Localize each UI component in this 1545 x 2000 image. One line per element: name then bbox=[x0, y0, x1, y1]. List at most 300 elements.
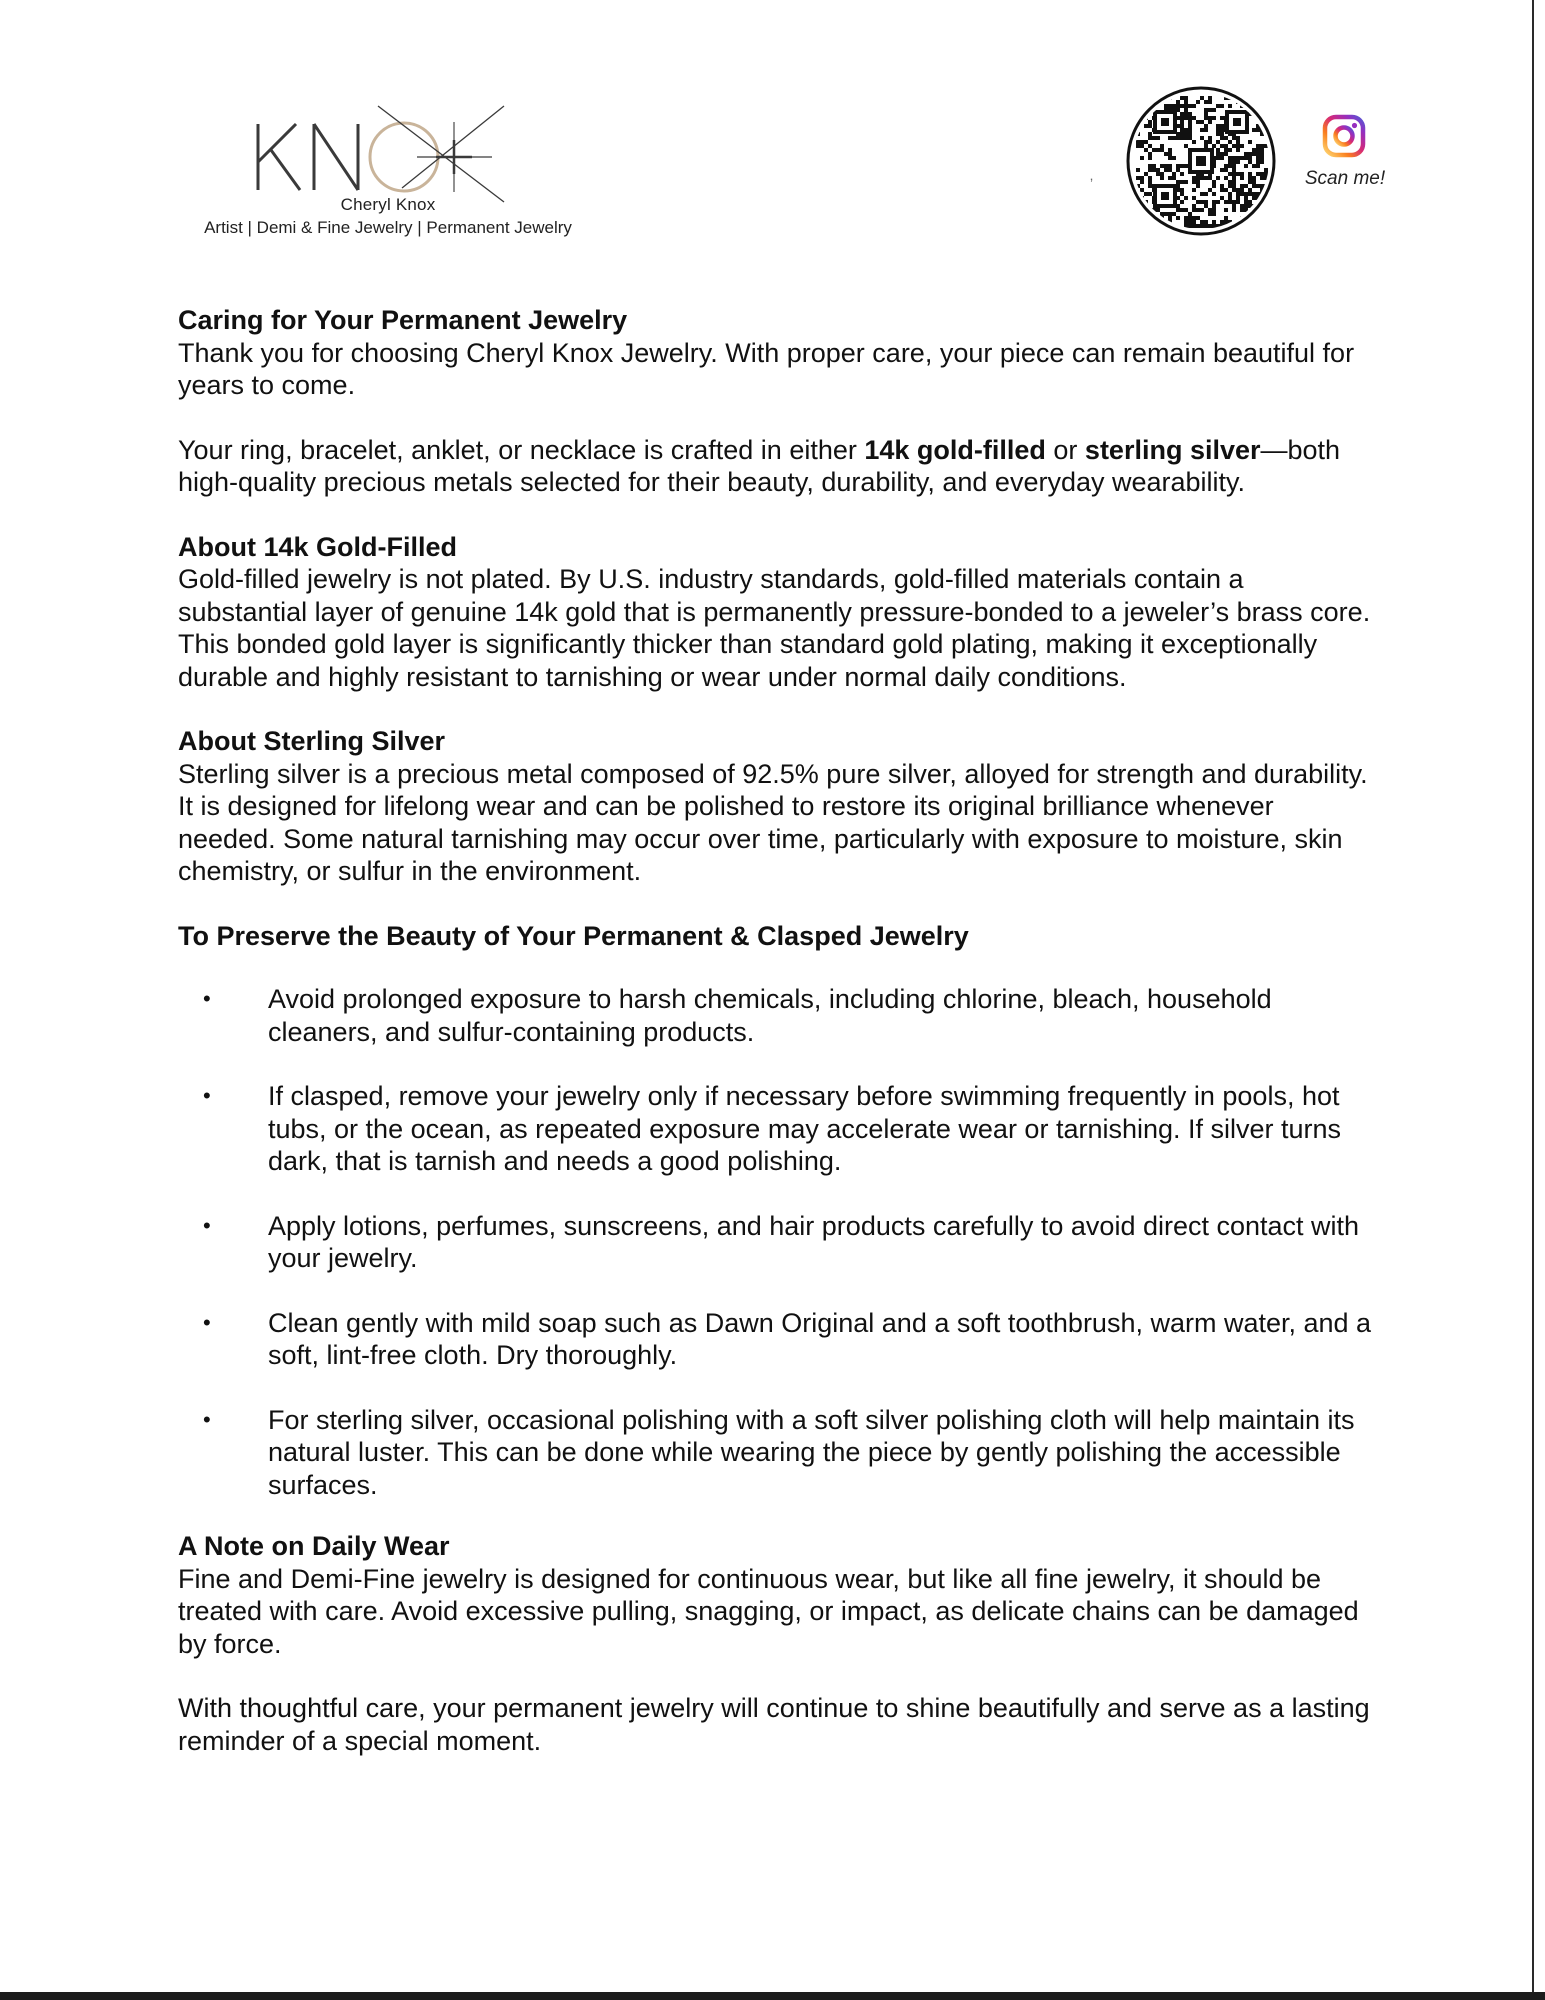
document-body bbox=[178, 304, 1378, 1757]
qr-module bbox=[1212, 180, 1216, 184]
qr-module bbox=[1224, 220, 1228, 224]
qr-module bbox=[1248, 152, 1252, 156]
qr-module bbox=[1200, 128, 1204, 132]
qr-module bbox=[1156, 208, 1160, 212]
closing-paragraph: With thoughtful care, your permanent jewelry will continue to shine beautifully and serve as a lasting reminder of a special moment. bbox=[178, 1693, 1370, 1756]
qr-module bbox=[1140, 180, 1144, 184]
qr-module bbox=[1204, 220, 1208, 224]
qr-module bbox=[1204, 100, 1208, 104]
qr-module bbox=[1212, 192, 1216, 196]
qr-module bbox=[1192, 220, 1196, 224]
qr-module bbox=[1208, 140, 1212, 144]
qr-module bbox=[1160, 176, 1164, 180]
qr-module bbox=[1136, 144, 1140, 148]
preserve-section-heading: To Preserve the Beauty of Your Permanent & Clasped Jewelry bbox=[178, 920, 969, 951]
qr-module bbox=[1208, 120, 1212, 124]
qr-module bbox=[1180, 180, 1184, 184]
qr-module bbox=[1248, 200, 1252, 204]
qr-module bbox=[1160, 144, 1164, 148]
qr-module bbox=[1180, 128, 1184, 132]
qr-module bbox=[1264, 172, 1268, 176]
qr-module bbox=[1148, 120, 1152, 124]
qr-module bbox=[1188, 216, 1192, 220]
qr-module bbox=[1208, 116, 1212, 120]
qr-module bbox=[1220, 144, 1224, 148]
qr-module bbox=[1208, 208, 1212, 212]
qr-module bbox=[1216, 156, 1220, 160]
qr-module bbox=[1264, 216, 1268, 220]
qr-module bbox=[1232, 164, 1236, 168]
qr-module bbox=[1240, 144, 1244, 148]
knox-logo-mark bbox=[252, 100, 502, 210]
qr-module bbox=[1220, 168, 1224, 172]
qr-module bbox=[1172, 212, 1176, 216]
qr-module bbox=[1196, 180, 1200, 184]
qr-module bbox=[1180, 132, 1184, 136]
qr-module bbox=[1204, 108, 1208, 112]
qr-module bbox=[1168, 148, 1172, 152]
qr-module bbox=[1168, 164, 1172, 168]
qr-module bbox=[1220, 104, 1224, 108]
qr-module bbox=[1260, 184, 1264, 188]
qr-module bbox=[1252, 148, 1256, 152]
qr-module bbox=[1228, 180, 1232, 184]
qr-module bbox=[1264, 112, 1268, 116]
qr-module bbox=[1208, 176, 1212, 180]
qr-module bbox=[1224, 200, 1228, 204]
qr-module bbox=[1192, 176, 1196, 180]
qr-module bbox=[1256, 172, 1260, 176]
qr-module bbox=[1156, 172, 1160, 176]
qr-module bbox=[1248, 156, 1252, 160]
qr-module bbox=[1232, 160, 1236, 164]
qr-module bbox=[1212, 208, 1216, 212]
qr-module bbox=[1196, 224, 1200, 228]
qr-module bbox=[1240, 188, 1244, 192]
qr-module bbox=[1192, 140, 1196, 144]
list-item-text: If clasped, remove your jewelry only if necessary before swimming frequently in pools, hot tubs, or the ocean, as repeated exposure may accelerate wear or tarnishing. If silver turns dark, that is tarnish and needs a good polishing. bbox=[268, 1081, 1342, 1176]
qr-module bbox=[1148, 100, 1152, 104]
qr-module bbox=[1180, 192, 1184, 196]
sterling-silver-emphasis: sterling silver bbox=[1084, 434, 1261, 465]
qr-module bbox=[1232, 204, 1236, 208]
qr-module bbox=[1264, 200, 1268, 204]
gold-section-heading: About 14k Gold-Filled bbox=[178, 531, 458, 562]
qr-module bbox=[1244, 184, 1248, 188]
qr-module bbox=[1204, 140, 1208, 144]
scan-me-label: Scan me! bbox=[1304, 168, 1386, 189]
qr-module bbox=[1212, 184, 1216, 188]
qr-module bbox=[1156, 168, 1160, 172]
qr-module bbox=[1208, 100, 1212, 104]
qr-module bbox=[1180, 120, 1184, 124]
qr-module bbox=[1176, 168, 1180, 172]
list-item bbox=[178, 983, 1378, 1048]
qr-module bbox=[1180, 208, 1184, 212]
qr-module bbox=[1192, 180, 1196, 184]
qr-module bbox=[1176, 208, 1180, 212]
qr-module bbox=[1188, 224, 1192, 228]
qr-module bbox=[1220, 128, 1224, 132]
qr-module bbox=[1136, 208, 1140, 212]
qr-module bbox=[1204, 124, 1208, 128]
qr-module bbox=[1184, 144, 1188, 148]
qr-module bbox=[1220, 132, 1224, 136]
qr-module bbox=[1216, 200, 1220, 204]
qr-module bbox=[1256, 144, 1260, 148]
stray-mark: ʼ bbox=[1090, 176, 1094, 192]
qr-module bbox=[1164, 168, 1168, 172]
qr-module bbox=[1184, 132, 1188, 136]
qr-module bbox=[1260, 156, 1264, 160]
page-bottom-border bbox=[0, 1992, 1545, 2000]
qr-module bbox=[1224, 176, 1228, 180]
qr-module bbox=[1244, 192, 1248, 196]
qr-module bbox=[1236, 144, 1240, 148]
qr-module bbox=[1240, 208, 1244, 212]
qr-module bbox=[1148, 216, 1152, 220]
qr-module bbox=[1236, 188, 1240, 192]
qr-module bbox=[1248, 192, 1252, 196]
qr-module bbox=[1216, 140, 1220, 144]
bullet-icon: • bbox=[203, 1212, 211, 1238]
qr-module bbox=[1244, 156, 1248, 160]
qr-module bbox=[1184, 96, 1188, 100]
qr-module bbox=[1248, 172, 1252, 176]
qr-module bbox=[1228, 140, 1232, 144]
silver-section-heading: About Sterling Silver bbox=[178, 726, 446, 756]
qr-module bbox=[1164, 104, 1168, 108]
qr-module bbox=[1252, 184, 1256, 188]
qr-module bbox=[1180, 172, 1184, 176]
qr-module bbox=[1200, 200, 1204, 204]
qr-module bbox=[1188, 116, 1192, 120]
qr-module bbox=[1232, 180, 1236, 184]
care-tips-list bbox=[178, 983, 1378, 1501]
qr-module bbox=[1176, 104, 1180, 108]
qr-module bbox=[1172, 156, 1176, 160]
qr-module bbox=[1188, 128, 1192, 132]
qr-module bbox=[1256, 156, 1260, 160]
qr-module bbox=[1212, 212, 1216, 216]
qr-module bbox=[1252, 224, 1256, 228]
list-item-text: Apply lotions, perfumes, sunscreens, and hair products carefully to avoid direct contact with your jewelry. bbox=[268, 1210, 1360, 1273]
qr-module bbox=[1220, 116, 1224, 120]
qr-module bbox=[1184, 116, 1188, 120]
qr-module bbox=[1148, 152, 1152, 156]
qr-module bbox=[1248, 224, 1252, 228]
qr-module bbox=[1264, 204, 1268, 208]
qr-module bbox=[1152, 224, 1156, 228]
qr-module bbox=[1248, 220, 1252, 224]
qr-module bbox=[1172, 104, 1176, 108]
qr-module bbox=[1136, 216, 1140, 220]
qr-module bbox=[1240, 172, 1244, 176]
qr-module bbox=[1216, 104, 1220, 108]
qr-module bbox=[1224, 188, 1228, 192]
qr-module bbox=[1224, 208, 1228, 212]
qr-module bbox=[1260, 208, 1264, 212]
document-title: Caring for Your Permanent Jewelry bbox=[178, 305, 628, 335]
qr-module bbox=[1152, 136, 1156, 140]
qr-module bbox=[1164, 164, 1168, 168]
qr-module bbox=[1192, 204, 1196, 208]
qr-module bbox=[1200, 96, 1204, 100]
qr-module bbox=[1252, 176, 1256, 180]
qr-module bbox=[1160, 172, 1164, 176]
qr-module bbox=[1256, 96, 1260, 100]
qr-module bbox=[1228, 160, 1232, 164]
materials-text-after: —both high-quality precious metals selected for their beauty, durability, and everyday wearability. bbox=[178, 434, 1341, 497]
qr-module bbox=[1168, 212, 1172, 216]
qr-module bbox=[1192, 216, 1196, 220]
qr-module bbox=[1224, 216, 1228, 220]
qr-module bbox=[1148, 168, 1152, 172]
qr-module bbox=[1204, 176, 1208, 180]
qr-module bbox=[1236, 172, 1240, 176]
qr-module bbox=[1148, 192, 1152, 196]
qr-module bbox=[1236, 200, 1240, 204]
qr-code-icon[interactable] bbox=[1126, 86, 1276, 236]
qr-module bbox=[1204, 144, 1208, 148]
qr-module bbox=[1188, 112, 1192, 116]
qr-module bbox=[1140, 188, 1144, 192]
qr-module bbox=[1224, 136, 1228, 140]
qr-module bbox=[1140, 176, 1144, 180]
qr-module bbox=[1248, 140, 1252, 144]
qr-module bbox=[1220, 156, 1224, 160]
qr-module bbox=[1180, 104, 1184, 108]
qr-module bbox=[1188, 136, 1192, 140]
qr-module bbox=[1228, 192, 1232, 196]
qr-module bbox=[1196, 120, 1200, 124]
qr-module bbox=[1140, 96, 1144, 100]
qr-module bbox=[1236, 136, 1240, 140]
bullet-icon: • bbox=[203, 1083, 211, 1108]
qr-module bbox=[1228, 148, 1232, 152]
qr-module bbox=[1236, 140, 1240, 144]
qr-module bbox=[1252, 196, 1256, 200]
qr-module bbox=[1256, 160, 1260, 164]
qr-module bbox=[1264, 220, 1268, 224]
qr-module bbox=[1148, 124, 1152, 128]
qr-module bbox=[1232, 172, 1236, 176]
qr-module bbox=[1188, 212, 1192, 216]
qr-module bbox=[1220, 188, 1224, 192]
qr-module bbox=[1144, 124, 1148, 128]
qr-module bbox=[1136, 112, 1140, 116]
qr-module bbox=[1184, 164, 1188, 168]
qr-module bbox=[1244, 196, 1248, 200]
qr-module bbox=[1216, 128, 1220, 132]
qr-module bbox=[1140, 140, 1144, 144]
qr-module bbox=[1264, 168, 1268, 172]
qr-module bbox=[1220, 136, 1224, 140]
qr-module bbox=[1260, 172, 1264, 176]
qr-module bbox=[1180, 112, 1184, 116]
qr-module bbox=[1200, 220, 1204, 224]
qr-module bbox=[1180, 96, 1184, 100]
logo-tagline: Artist | Demi & Fine Jewelry | Permanent Jewelry bbox=[204, 218, 572, 237]
qr-module bbox=[1168, 136, 1172, 140]
qr-module bbox=[1200, 176, 1204, 180]
qr-module bbox=[1260, 160, 1264, 164]
list-item-text: Avoid prolonged exposure to harsh chemicals, including chlorine, bleach, household cleaners, and sulfur-containing products. bbox=[268, 984, 1272, 1047]
qr-module bbox=[1232, 208, 1236, 212]
qr-module bbox=[1260, 148, 1264, 152]
qr-module bbox=[1180, 188, 1184, 192]
qr-module bbox=[1216, 132, 1220, 136]
qr-module bbox=[1184, 208, 1188, 212]
qr-module bbox=[1184, 100, 1188, 104]
qr-module bbox=[1244, 204, 1248, 208]
qr-module bbox=[1220, 220, 1224, 224]
qr-module bbox=[1252, 152, 1256, 156]
qr-module bbox=[1228, 200, 1232, 204]
qr-module bbox=[1192, 188, 1196, 192]
qr-module bbox=[1200, 136, 1204, 140]
qr-module bbox=[1140, 144, 1144, 148]
qr-module bbox=[1200, 208, 1204, 212]
qr-module bbox=[1148, 184, 1152, 188]
qr-module bbox=[1200, 120, 1204, 124]
gold-section-text: Gold-filled jewelry is not plated. By U.S. industry standards, gold-filled materials contain a substantial layer of genuine 14k gold that is permanently pressure-bonded to a jeweler’s brass core. This bonded gold layer is significantly thicker than standard gold plating, making it exceptionally durable and highly resistant to tarnishing or wear under normal daily conditions. bbox=[178, 564, 1371, 692]
qr-module bbox=[1184, 112, 1188, 116]
silver-section-text: Sterling silver is a precious metal composed of 92.5% pure silver, alloyed for strength and durability. It is designed for lifelong wear and can be polished to restore its original brilliance whenever needed. Some natural tarnishing may occur over time, particularly with exposure to moisture, skin chemistry, or sulfur in the environment. bbox=[178, 758, 1368, 886]
qr-module bbox=[1188, 120, 1192, 124]
qr-module bbox=[1264, 100, 1268, 104]
qr-module bbox=[1260, 152, 1264, 156]
qr-module bbox=[1248, 180, 1252, 184]
qr-module bbox=[1160, 164, 1164, 168]
qr-module bbox=[1136, 176, 1140, 180]
qr-module bbox=[1160, 148, 1164, 152]
qr-module bbox=[1180, 124, 1184, 128]
qr-module bbox=[1184, 220, 1188, 224]
qr-module bbox=[1212, 204, 1216, 208]
qr-module bbox=[1176, 180, 1180, 184]
list-item-text: For sterling silver, occasional polishing with a soft silver polishing cloth will help maintain its natural luster. This can be done while wearing the piece by gently polishing the accessible surfaces. bbox=[268, 1404, 1355, 1500]
qr-module bbox=[1180, 116, 1184, 120]
qr-module bbox=[1224, 164, 1228, 168]
qr-module bbox=[1252, 128, 1256, 132]
qr-module bbox=[1244, 164, 1248, 168]
qr-module bbox=[1168, 152, 1172, 156]
qr-module bbox=[1228, 104, 1232, 108]
qr-module bbox=[1152, 148, 1156, 152]
qr-module bbox=[1240, 184, 1244, 188]
qr-module bbox=[1252, 180, 1256, 184]
intro-paragraph: Thank you for choosing Cheryl Knox Jewelry. With proper care, your piece can remain beautiful for years to come. bbox=[178, 337, 1355, 400]
qr-module bbox=[1224, 148, 1228, 152]
qr-module bbox=[1168, 176, 1172, 180]
qr-module bbox=[1180, 200, 1184, 204]
qr-module bbox=[1188, 132, 1192, 136]
page-edge bbox=[1532, 0, 1545, 2000]
instagram-icon[interactable] bbox=[1322, 114, 1366, 158]
qr-module bbox=[1168, 156, 1172, 160]
qr-module bbox=[1152, 168, 1156, 172]
qr-module bbox=[1164, 152, 1168, 156]
list-item-text: Clean gently with mild soap such as Dawn Original and a soft toothbrush, warm water, and a soft, lint-free cloth. Dry thoroughly. bbox=[268, 1307, 1372, 1370]
qr-module bbox=[1192, 224, 1196, 228]
qr-module bbox=[1176, 136, 1180, 140]
qr-module bbox=[1232, 176, 1236, 180]
qr-module bbox=[1216, 148, 1220, 152]
qr-module bbox=[1260, 144, 1264, 148]
qr-module bbox=[1136, 220, 1140, 224]
qr-module bbox=[1232, 188, 1236, 192]
qr-module bbox=[1232, 184, 1236, 188]
qr-module bbox=[1192, 116, 1196, 120]
qr-module bbox=[1252, 192, 1256, 196]
qr-module bbox=[1192, 104, 1196, 108]
qr-module bbox=[1204, 112, 1208, 116]
qr-module bbox=[1236, 192, 1240, 196]
qr-module bbox=[1256, 128, 1260, 132]
qr-module bbox=[1204, 128, 1208, 132]
qr-module bbox=[1240, 156, 1244, 160]
qr-module bbox=[1156, 148, 1160, 152]
qr-module bbox=[1204, 200, 1208, 204]
qr-module bbox=[1168, 216, 1172, 220]
qr-module bbox=[1144, 216, 1148, 220]
qr-module bbox=[1220, 184, 1224, 188]
qr-module bbox=[1168, 104, 1172, 108]
qr-module bbox=[1144, 192, 1148, 196]
qr-module bbox=[1184, 196, 1188, 200]
materials-text-or: or bbox=[1045, 434, 1085, 465]
materials-text-before: Your ring, bracelet, anklet, or necklace is crafted in either bbox=[178, 434, 865, 465]
qr-module bbox=[1244, 200, 1248, 204]
qr-module bbox=[1228, 164, 1232, 168]
qr-module bbox=[1232, 156, 1236, 160]
qr-module bbox=[1248, 188, 1252, 192]
qr-module bbox=[1236, 148, 1240, 152]
qr-module bbox=[1148, 180, 1152, 184]
qr-module bbox=[1224, 152, 1228, 156]
qr-module bbox=[1240, 204, 1244, 208]
qr-module bbox=[1136, 224, 1140, 228]
qr-module bbox=[1228, 156, 1232, 160]
qr-module bbox=[1256, 220, 1260, 224]
qr-module bbox=[1228, 172, 1232, 176]
qr-module bbox=[1224, 144, 1228, 148]
qr-module bbox=[1232, 168, 1236, 172]
qr-module bbox=[1248, 176, 1252, 180]
qr-module bbox=[1260, 176, 1264, 180]
qr-module bbox=[1184, 136, 1188, 140]
qr-module bbox=[1216, 124, 1220, 128]
qr-module bbox=[1260, 104, 1264, 108]
qr-module bbox=[1216, 176, 1220, 180]
qr-module bbox=[1212, 224, 1216, 228]
qr-module bbox=[1232, 200, 1236, 204]
qr-module bbox=[1196, 184, 1200, 188]
qr-module bbox=[1144, 140, 1148, 144]
qr-module bbox=[1212, 116, 1216, 120]
bullet-icon: • bbox=[203, 1309, 211, 1335]
qr-module bbox=[1264, 212, 1268, 216]
qr-module bbox=[1256, 192, 1260, 196]
qr-module bbox=[1208, 108, 1212, 112]
qr-module bbox=[1184, 104, 1188, 108]
qr-module bbox=[1212, 200, 1216, 204]
qr-module bbox=[1140, 220, 1144, 224]
qr-module bbox=[1172, 136, 1176, 140]
qr-module bbox=[1136, 140, 1140, 144]
qr-module bbox=[1164, 212, 1168, 216]
